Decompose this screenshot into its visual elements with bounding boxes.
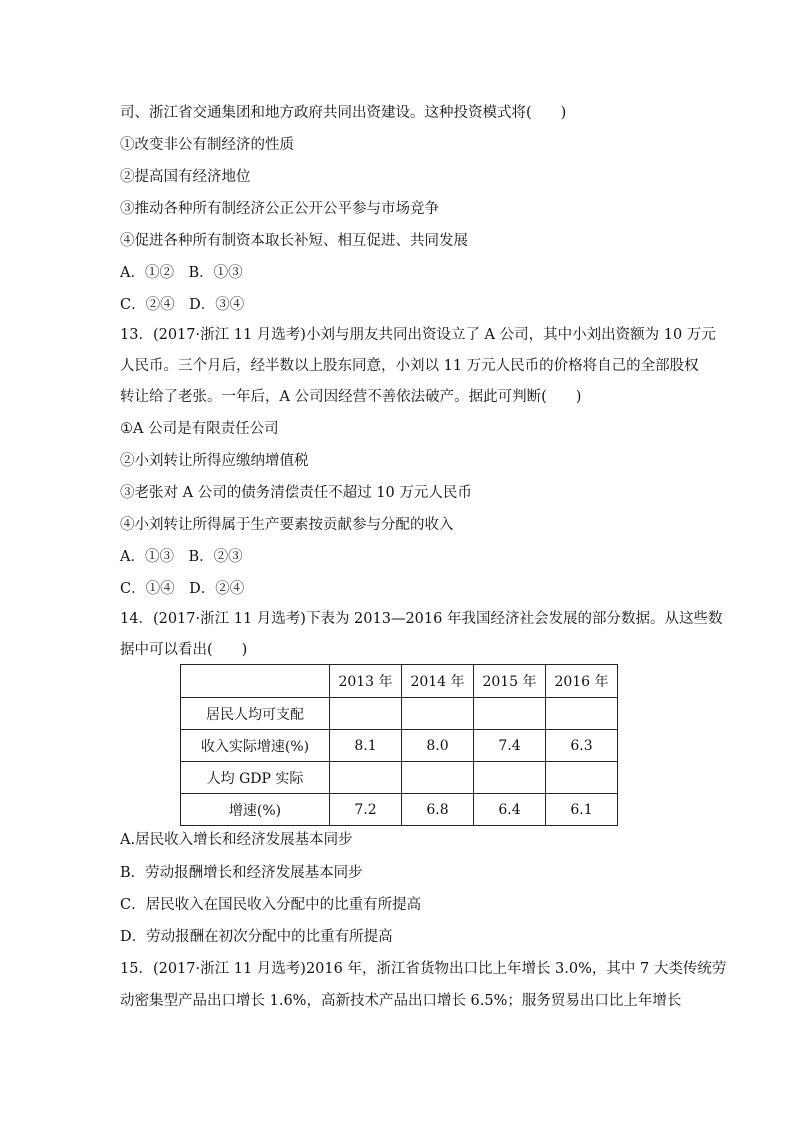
q13-stem-line-2: 人民币。三个月后，经半数以上股东同意，小刘以 11 万元人民币的价格将自己的全部股权 <box>120 358 699 374</box>
q14-stem-line-1: 14．(2017·浙江 11 月选考)下表为 2013—2016 年我国经济社会发展的部分数据。从这些数 <box>120 611 723 627</box>
table-cell: 6.4 <box>474 794 546 826</box>
q13-statement-1: ①A 公司是有限责任公司 <box>120 421 279 437</box>
table-cell <box>546 698 618 730</box>
q13-statement-4: ④小刘转让所得属于生产要素按贡献参与分配的收入 <box>120 517 454 533</box>
table-row <box>181 698 618 730</box>
q13-stem-line-3: 转让给了老张。一年后，A 公司因经营不善依法破产。据此可判断( ) <box>120 389 582 405</box>
table-cell <box>402 698 474 730</box>
q15-stem-line-1: 15．(2017·浙江 11 月选考)2016 年，浙江省货物出口比上年增长 3.0%，其中 7 大类传统劳 <box>120 961 727 977</box>
q12-statement-3: ③推动各种所有制经济公正公开公平参与市场竞争 <box>120 201 439 217</box>
table-row <box>181 794 618 826</box>
q12-options-cd: C．②④ D．③④ <box>120 297 245 313</box>
q12-statement-2: ②提高国有经济地位 <box>120 169 251 185</box>
table-cell <box>474 698 546 730</box>
q13-statement-3: ③老张对 A 公司的债务清偿责任不超过 10 万元人民币 <box>120 485 472 501</box>
table-cell: 收入实际增速(%) <box>181 730 330 762</box>
table-cell: 人均 GDP 实际 <box>181 762 330 794</box>
table-cell <box>546 762 618 794</box>
q13-options-ab: A．①③ B．②③ <box>120 549 243 565</box>
table-row <box>181 730 618 762</box>
q12-stem-continuation: 司、浙江省交通集团和地方政府共同出资建设。这种投资模式将( ) <box>120 105 567 121</box>
table-header-cell: 2016 年 <box>546 665 618 698</box>
table-header-cell: 2014 年 <box>402 665 474 698</box>
q14-option-d: D．劳动报酬在初次分配中的比重有所提高 <box>120 929 393 945</box>
q13-stem-line-1: 13．(2017·浙江 11 月选考)小刘与朋友共同出资设立了 A 公司，其中小刘出资额为 10 万元 <box>120 327 716 343</box>
table-cell <box>330 698 402 730</box>
table-cell: 增速(%) <box>181 794 330 826</box>
table-cell: 7.4 <box>474 730 546 762</box>
table-cell <box>474 762 546 794</box>
table-cell: 8.1 <box>330 730 402 762</box>
table-cell: 6.3 <box>546 730 618 762</box>
table-header-cell: 2013 年 <box>330 665 402 698</box>
table-header-row <box>181 665 618 698</box>
table-cell <box>330 762 402 794</box>
q12-options-ab: A．①② B．①③ <box>120 265 243 281</box>
table-header-cell: 2015 年 <box>474 665 546 698</box>
table-cell: 6.1 <box>546 794 618 826</box>
table-cell: 6.8 <box>402 794 474 826</box>
table-cell: 8.0 <box>402 730 474 762</box>
table-cell <box>402 762 474 794</box>
q13-statement-2: ②小刘转让所得应缴纳增值税 <box>120 453 309 469</box>
q14-option-a: A.居民收入增长和经济发展基本同步 <box>120 832 353 848</box>
q14-stem-line-2: 据中可以看出( ) <box>120 642 248 658</box>
q14-data-table <box>180 664 618 826</box>
q14-option-c: C．居民收入在国民收入分配中的比重有所提高 <box>120 897 422 913</box>
table-cell: 7.2 <box>330 794 402 826</box>
table-row <box>181 762 618 794</box>
q12-statement-1: ①改变非公有制经济的性质 <box>120 137 294 153</box>
q13-options-cd: C．①④ D．②④ <box>120 581 245 597</box>
q14-option-b: B．劳动报酬增长和经济发展基本同步 <box>120 865 363 881</box>
q12-statement-4: ④促进各种所有制资本取长补短、相互促进、共同发展 <box>120 233 468 249</box>
table-cell: 居民人均可支配 <box>181 698 330 730</box>
q15-stem-line-2: 动密集型产品出口增长 1.6%，高新技术产品出口增长 6.5%；服务贸易出口比上年增长 <box>120 993 682 1009</box>
table-header-cell <box>181 665 330 698</box>
